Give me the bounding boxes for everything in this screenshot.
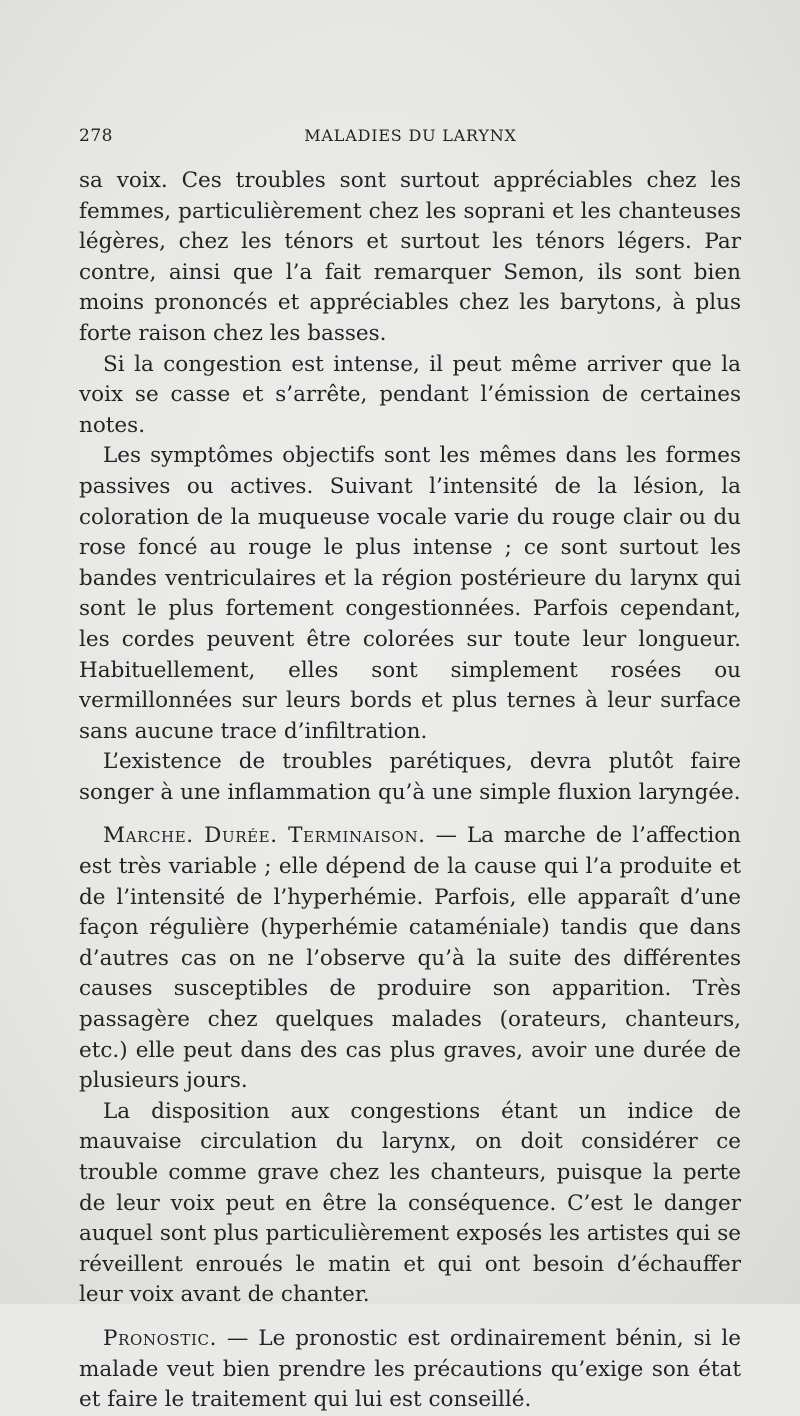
paragraph-continuation: sa voix. Ces troubles sont surtout appréciables chez les femmes, particulièrement chez les soprani et les chanteuses légères, chez les ténors et surtout les ténors légers. Par contre, ainsi que l’a fait remarquer Semon, ils sont bien moins prononcés et appréciables chez les barytons, à plus forte raison chez les basses. — [79, 168, 741, 346]
section-heading-marche: Marche. Durée. Terminaison. — [103, 823, 426, 849]
section-pronostic — [79, 1324, 741, 1416]
page-number: 278 — [79, 126, 113, 146]
running-title: MALADIES DU LARYNX — [304, 126, 517, 145]
body-text — [79, 166, 741, 1416]
page-header — [79, 126, 742, 154]
paragraph-symptomes-objectifs: Les symptômes objectifs sont les mêmes dans les formes passives ou actives. Suivant l’intensité de la lésion, la coloration de la muqueuse vocale varie du rouge clair ou du rose foncé au rouge le plus intense ; ce sont surtout les bandes ventriculaires et la région postérieure du larynx qui sont le plus fortement congestionnées. Parfois cependant, les cordes peuvent être colorées sur toute leur longueur. Habituellement, elles sont simplement rosées ou vermillonnées sur leurs bords et plus ternes à leur surface sans aucune trace d’infiltration. — [79, 443, 741, 744]
section-marche — [79, 821, 741, 1096]
section-heading-pronostic: Pronostic. — [103, 1325, 217, 1351]
paragraph-troubles-paretiques: L’existence de troubles parétiques, devra plutôt faire songer à une inflammation qu’à une simple fluxion laryngée. — [79, 749, 741, 805]
section-text-marche: — La marche de l’affection est très variable ; elle dépend de la cause qui l’a produite et de l’intensité de l’hyperhémie. Parfois, elle apparaît d’une façon régulière (hyperhémie cataméniale) tandis que dans d’autres cas on ne l’observe qu’à la suite des différentes causes susceptibles de produire son apparition. Très passagère chez quelques malades (orateurs, chanteurs, etc.) elle peut dans des cas plus graves, avoir une durée de plusieurs jours. — [79, 823, 741, 1094]
section-text-pronostic: — Le pronostic est ordinairement bénin, si le malade veut bien prendre les précautions qu’exige son état et faire le traitement qui lui est conseillé. — [79, 1325, 741, 1413]
paragraph-disposition: La disposition aux congestions étant un indice de mauvaise circulation du larynx, on doit considérer ce trouble comme grave chez les chanteurs, puisque la perte de leur voix peut en être la conséquence. C’est le danger auquel sont plus particulièrement exposés les artistes qui se réveillent enroués le matin et qui ont besoin d’échauffer leur voix avant de chanter. — [79, 1098, 741, 1308]
paragraph-congestion-intense: Si la congestion est intense, il peut même arriver que la voix se casse et s’arrête, pendant l’émission de certaines notes. — [79, 351, 741, 438]
